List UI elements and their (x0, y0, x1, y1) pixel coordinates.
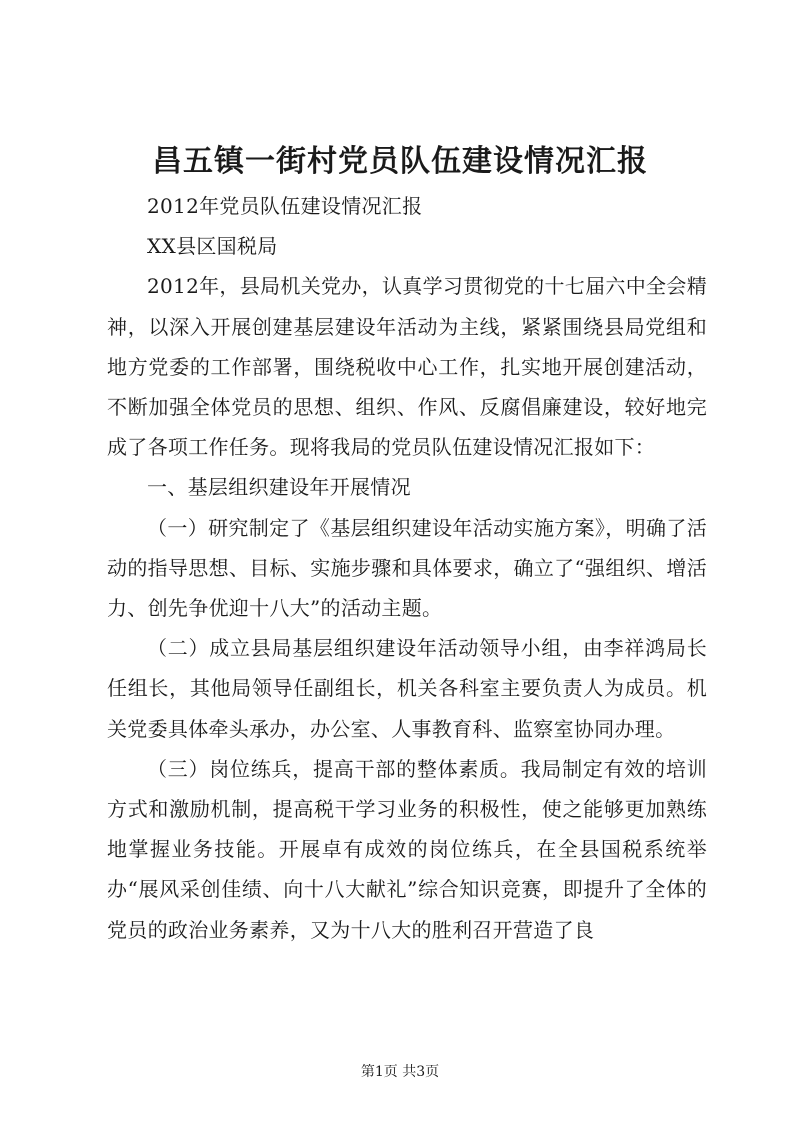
page-number-footer: 第1页 共3页 (360, 1064, 440, 1080)
item-two-paragraph: （二）成立县局基层组织建设年活动领导小组，由李祥鸿局长任组长，其他局领导任副组长，机关各科室主要负责人为成员。机关党委具体牵头承办，办公室、人事教育科、监察室协同办理。 (107, 636, 707, 741)
item-one-paragraph: （一）研究制定了《基层组织建设年活动实施方案》，明确了活动的指导思想、目标、实施步骤和具体要求，确立了“强组织、增活力、创先争优迎十八大”的活动主题。 (107, 515, 707, 621)
item-three-paragraph: （三）岗位练兵，提高干部的整体素质。我局制定有效的培训方式和激励机制，提高税干学习业务的积极性，使之能够更加熟练地掌握业务技能。开展卓有成效的岗位练兵，在全县国税系统举办“展风采创佳绩、向十八大献礼”综合知识竞赛，即提升了全体的党员的政治业务素养，又为十八大的胜利召开营造了良 (107, 756, 707, 942)
organization-paragraph: XX县区国税局 (147, 234, 278, 259)
document-body (107, 186, 707, 950)
document-title: 昌五镇一街村党员队伍建设情况汇报 (152, 144, 648, 179)
intro-paragraph: 2012年，县局机关党办，认真学习贯彻党的十七届六中全会精神，以深入开展创建基层建设年活动为主线，紧紧围绕县局党组和地方党委的工作部署，围绕税收中心工作，扎实地开展创建活动，不断加强全体党员的思想、组织、作风、反腐倡廉建设，较好地完成了各项工作任务。现将我局的党员队伍建设情况汇报如下： (107, 274, 707, 460)
section-heading: 一、基层组织建设年开展情况 (147, 475, 411, 500)
subtitle-paragraph: 2012年党员队伍建设情况汇报 (147, 194, 423, 218)
